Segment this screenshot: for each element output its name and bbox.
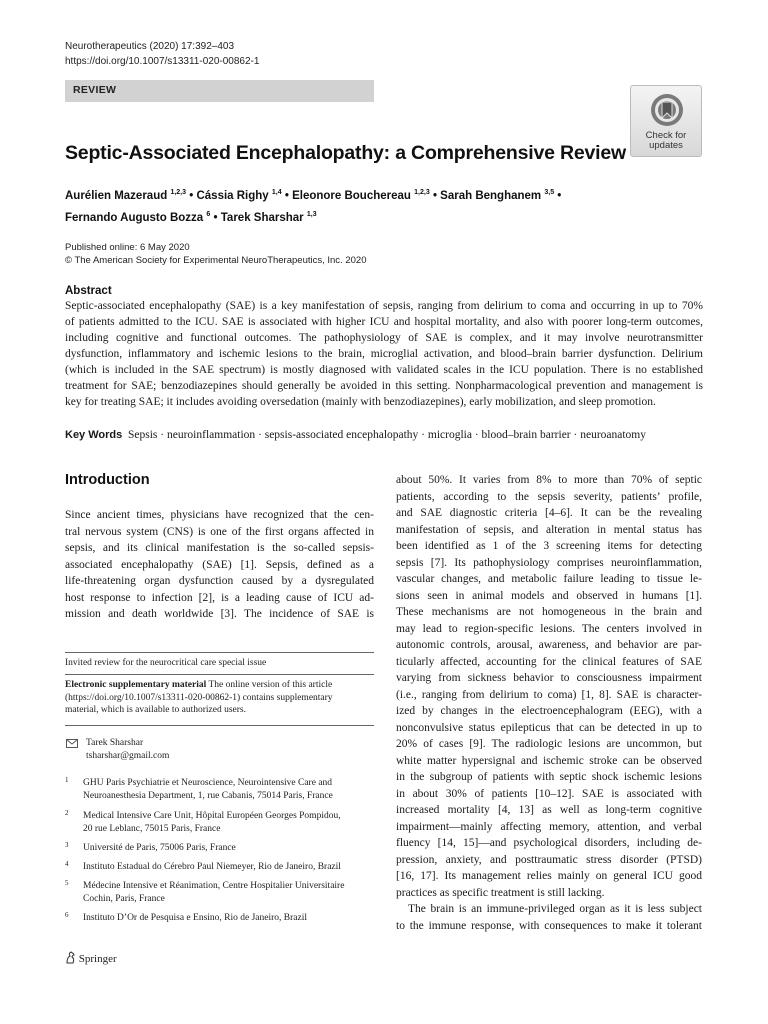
affiliation-item <box>83 912 307 925</box>
keywords-list: Sepsis · neuroinflammation · sepsis-associated encephalopathy · microglia · blood–brain barrier · neuroanatomy <box>128 429 646 441</box>
body-line: mission and death worldwide [3]. The incidence of SAE is <box>65 608 374 620</box>
affiliation-item <box>83 842 236 855</box>
springer-horse-icon <box>65 951 76 964</box>
badge-line-2: updates <box>649 140 683 151</box>
author-affiliation-marks: 1,2,3 <box>414 189 430 196</box>
body-line: Since ancient times, physicians have recognized that the cen- <box>65 509 374 521</box>
bookmark-ring-icon <box>649 92 685 128</box>
esm-link-line[interactable]: (https://doi.org/10.1007/s13311-020-00862-1) contains supplementary <box>65 692 333 703</box>
copyright-notice: © The American Society for Experimental NeuroTherapeutics, Inc. 2020 <box>65 255 367 266</box>
body-line: about 50%. It varies from 8% to more than 70% of septic <box>396 474 702 486</box>
affiliation-line: Université de Paris, 75006 Paris, France <box>83 843 236 853</box>
abstract-line: key for treating SAE; it includes avoiding oversedation (mainly with benzodiazepines), early mobilization, and sleep promotion. <box>65 396 656 408</box>
author-separator: • <box>189 190 194 202</box>
affiliation-line: Cochin, Paris, France <box>83 893 165 904</box>
author-name[interactable]: Cássia Righy <box>196 190 269 202</box>
body-line: host response to infection [2], is a leading cause of ICU ad- <box>65 591 374 604</box>
article-title: Septic-Associated Encephalopathy: a Comprehensive Review <box>65 142 626 164</box>
body-line: impairment—mainly affecting memory, attention, and verbal <box>396 820 702 833</box>
affiliation-item <box>83 810 341 835</box>
author-line-2 <box>65 206 561 228</box>
affiliation-line: Neuroanesthesia Department, 1, rue Cabanis, 75014 Paris, France <box>83 790 333 801</box>
footnote-divider <box>65 674 374 675</box>
publisher-logo <box>65 951 117 965</box>
body-line: associated encephalopathy (SAE) [1]. Sepsis, defined as a <box>65 558 374 571</box>
abstract-line: dysfunction, inflammatory and ischemic lesions to the brain, microglial activation, and blood–brain barrier dysfunction. Delirium <box>65 348 703 360</box>
author-name[interactable]: Fernando Augusto Bozza <box>65 211 204 224</box>
affiliation-item <box>83 880 344 905</box>
body-line: autonomic controls, arousal, awareness, and behavior are par- <box>396 639 702 651</box>
publisher-name: Springer <box>78 953 117 965</box>
affiliation-number: 2 <box>65 809 69 817</box>
affiliation-number: 3 <box>65 841 69 849</box>
body-line: These mechanisms are not homogeneous in the brain and <box>396 606 702 618</box>
body-line: 20% of cases [9]. The radiologic lesions are uncommon, but <box>396 738 702 750</box>
publication-info <box>65 241 366 267</box>
body-line: and SAE diagnostic criteria [4–6]. It can be the revealing <box>396 507 702 519</box>
author-separator: • <box>432 190 437 202</box>
abstract-line: treatment for SAE; benzodiazepines should generally be avoided in this setting. Nonpharmacological prevention and management is <box>65 380 703 392</box>
body-line: to the immune response, with consequences to make it tolerant <box>396 919 702 932</box>
author-affiliation-marks: 6 <box>206 210 211 218</box>
abstract-line: Septic-associated encephalopathy (SAE) is a key manifestation of sepsis, ranging from delirium to coma and occurring in up to 70% <box>65 300 703 312</box>
corresponding-email[interactable]: tsharshar@gmail.com <box>86 750 170 761</box>
author-list <box>65 184 561 227</box>
footnote-divider <box>65 725 374 726</box>
affiliation-item <box>83 861 341 874</box>
footnote-divider <box>65 652 374 653</box>
body-line: varying from sickness behavior to consciousness impairment <box>396 672 702 684</box>
author-name[interactable]: Tarek Sharshar <box>220 211 304 224</box>
author-affiliation-marks: 1,2,3 <box>170 189 187 196</box>
abstract-line: (which is included in the SAE spectrum) is mostly diagnosed with validated scales in the ICU population. There is no established <box>65 364 703 376</box>
author-separator: • <box>557 190 562 202</box>
esm-label: Electronic supplementary material <box>65 680 207 690</box>
esm-text: The online version of this article <box>206 680 333 690</box>
esm-note <box>65 679 374 717</box>
body-line: sepsis, and its clinical manifestation is the so-called sepsis- <box>65 542 374 554</box>
body-line: practices as specific treatment is still lacking. <box>396 886 605 899</box>
affiliation-number: 1 <box>65 776 69 784</box>
body-line: (i.e., ranging from delirium to coma) [1, 8]. SAE is character- <box>396 688 702 701</box>
section-label-bar <box>65 80 374 102</box>
intro-right-column <box>396 472 702 934</box>
section-label: REVIEW <box>73 84 117 96</box>
body-line: tral nervous system (CNS) is one of the first organs affected in <box>65 525 374 538</box>
body-line: patients, according to the sepsis severity, patients’ profile, <box>396 490 702 503</box>
author-name[interactable]: Sarah Benghanem <box>440 190 542 202</box>
keywords <box>65 429 646 441</box>
author-name[interactable]: Eleonore Bouchereau <box>292 190 411 202</box>
introduction-heading: Introduction <box>65 472 150 488</box>
affiliation-item <box>83 777 333 802</box>
keywords-label: Key Words <box>65 429 123 441</box>
invited-review-text: Invited review for the neurocritical care special issue <box>65 658 267 668</box>
body-line: life-threatening organ dysfunction caused by a dysregulated <box>65 575 374 587</box>
abstract-line: of patients admitted to the ICU. SAE is associated with higher ICU and hospital mortality, and also with poorer long-term outcomes, <box>65 316 703 328</box>
body-line: nonconvulsive status epilepticus that can be detected in up to <box>396 721 702 734</box>
affiliation-number: 6 <box>65 911 69 919</box>
esm-text: material, which is available to authorized users. <box>65 705 246 715</box>
author-affiliation-marks: 1,4 <box>271 189 282 196</box>
body-line: been identified as 1 of the 3 screening items for detecting <box>396 540 702 552</box>
affiliation-number: 5 <box>65 879 69 887</box>
affiliation-number: 4 <box>65 860 69 868</box>
body-line: in about 30% of patients [10–12]. SAE is associated with <box>396 787 702 800</box>
body-line: sions seen in animal models and observed in humans [1]. <box>396 589 702 602</box>
corresponding-author <box>86 737 366 762</box>
body-line: sepsis [7]. Its pathophysiology comprises neuroinflammation, <box>396 556 702 569</box>
author-separator: • <box>284 190 289 202</box>
body-line: ized by changes in the electroencephalogram (EEG), with a <box>396 705 702 717</box>
body-line: The brain is an immune-privileged organ as it is less subject <box>408 903 702 915</box>
body-line: white matter hypersignal and ischemic stroke can be observed <box>396 754 702 767</box>
corresponding-name: Tarek Sharshar <box>86 738 144 748</box>
intro-left-column <box>65 507 374 623</box>
journal-doi-link[interactable]: https://doi.org/10.1007/s13311-020-00862-1 <box>65 55 260 67</box>
body-line: in the subgroup of patients with septic shock ischemic lesions <box>396 771 702 783</box>
author-separator: • <box>213 211 218 224</box>
affiliation-line: Instituto D’Or de Pesquisa e Ensino, Rio de Janeiro, Brazil <box>83 913 308 923</box>
body-line: fluency [14, 15]—and psychological disorders, including de- <box>396 837 702 849</box>
body-line: pression, anxiety, and posttraumatic stress disorder (PTSD) <box>396 853 702 866</box>
affiliation-line: Medical Intensive Care Unit, Hôpital Européen Georges Pompidou, <box>83 811 341 821</box>
badge-line-1: Check for <box>645 130 687 141</box>
published-date: Published online: 6 May 2020 <box>65 242 190 253</box>
check-for-updates-badge[interactable] <box>630 85 702 157</box>
author-name[interactable]: Aurélien Mazeraud <box>65 190 168 202</box>
invited-review-note <box>65 657 374 670</box>
envelope-icon <box>66 739 78 748</box>
author-affiliation-marks: 3,5 <box>544 189 555 196</box>
journal-citation: Neurotherapeutics (2020) 17:392–403 <box>65 41 235 52</box>
journal-header <box>65 40 259 69</box>
affiliation-line: GHU Paris Psychiatrie et Neuroscience, Neurointensive Care and <box>83 778 333 788</box>
author-line-1 <box>65 184 561 206</box>
body-line: increased mortality [4, 13] as well as long-term cognitive <box>396 804 702 816</box>
affiliation-line: 20 rue Leblanc, 75015 Paris, France <box>83 823 221 834</box>
affiliation-line: Médecine Intensive et Réanimation, Centre Hospitalier Universitaire <box>83 881 345 891</box>
body-line: manifestation of sepsis, and alteration in mental status has <box>396 523 702 536</box>
abstract-heading: Abstract <box>65 285 112 297</box>
body-line: ticularly affected, accounting for the clinical features of SAE <box>396 655 702 668</box>
affiliation-line: Instituto Estadual do Cérebro Paul Niemeyer, Rio de Janeiro, Brazil <box>83 862 341 872</box>
abstract-body <box>65 298 703 410</box>
body-line: vascular changes, and metabolic failure leading to tissue le- <box>396 573 702 585</box>
body-line: [16, 17]. Its management relies mainly on general ICU good <box>396 870 702 882</box>
author-affiliation-marks: 1,3 <box>306 210 317 218</box>
abstract-line: including cognitive and functional outcomes. The pathophysiology of SAE is complex, and it may involve neurotransmitter <box>65 332 703 344</box>
body-line: may lead to region-specific lesions. The centers involved in <box>396 622 702 635</box>
